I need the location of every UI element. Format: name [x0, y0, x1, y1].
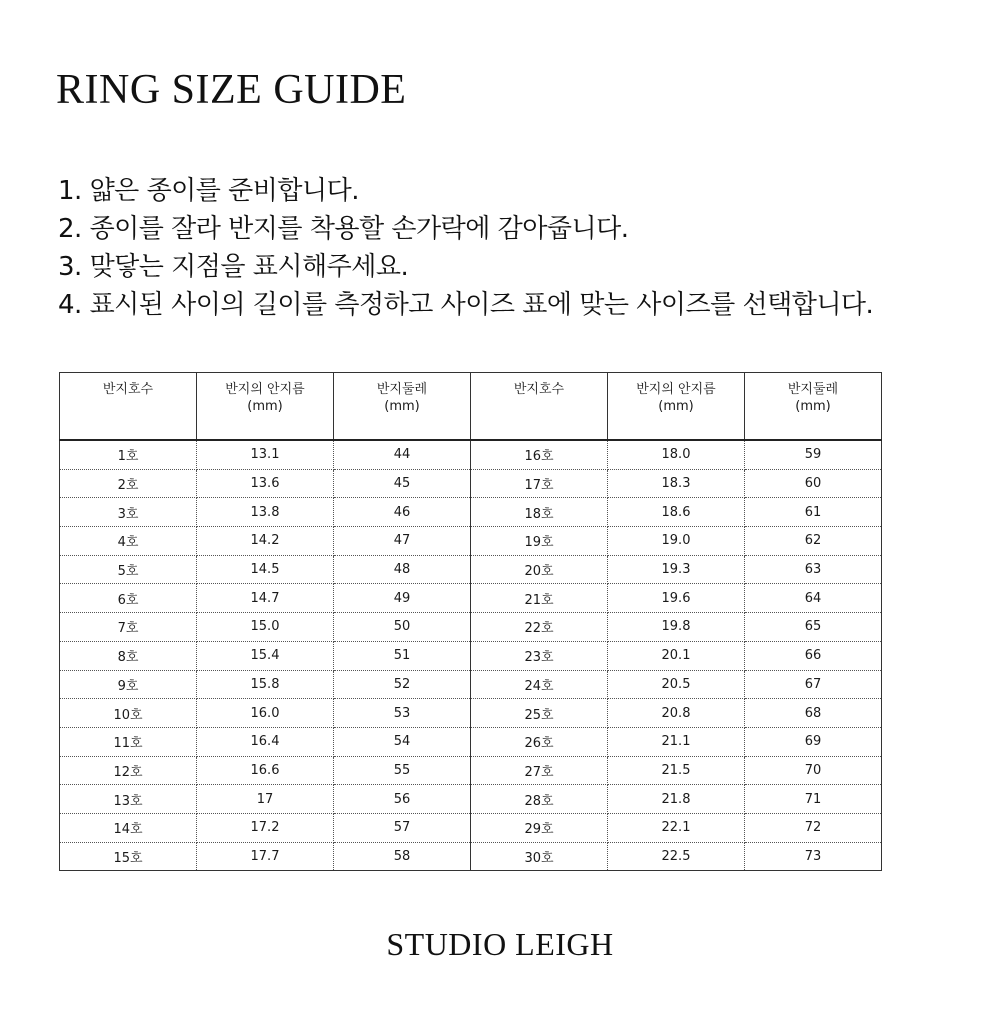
header-ring-size	[60, 373, 197, 441]
header-unit: (mm)	[247, 399, 283, 414]
table-cell: 63	[745, 555, 882, 584]
table-cell: 17호	[471, 469, 608, 498]
table-cell: 14.7	[197, 584, 334, 613]
instruction-step: 3. 맞닿는 지점을 표시해주세요.	[58, 252, 409, 282]
header-label: 반지의 안지름	[225, 382, 305, 397]
table-cell: 18.3	[608, 469, 745, 498]
table-cell: 13.6	[197, 469, 334, 498]
table-cell: 28호	[471, 785, 608, 814]
table-cell: 50	[334, 613, 471, 642]
table-cell: 68	[745, 699, 882, 728]
table-cell: 11호	[60, 727, 197, 756]
table-cell: 15.4	[197, 641, 334, 670]
table-row	[60, 842, 882, 871]
table-cell: 3호	[60, 498, 197, 527]
table-row	[60, 498, 882, 527]
table-cell: 4호	[60, 527, 197, 556]
table-cell: 69	[745, 727, 882, 756]
table-cell: 19.0	[608, 527, 745, 556]
table-row	[60, 613, 882, 642]
table-cell: 45	[334, 469, 471, 498]
table-row	[60, 727, 882, 756]
table-row	[60, 670, 882, 699]
table-cell: 22.5	[608, 842, 745, 871]
table-cell: 14.2	[197, 527, 334, 556]
table-cell: 52	[334, 670, 471, 699]
table-cell: 6호	[60, 584, 197, 613]
instruction-step: 1. 얇은 종이를 준비합니다.	[58, 176, 360, 206]
table-cell: 67	[745, 670, 882, 699]
table-cell: 1호	[60, 440, 197, 469]
table-cell: 48	[334, 555, 471, 584]
table-cell: 53	[334, 699, 471, 728]
header-unit: (mm)	[384, 399, 420, 414]
table-row	[60, 699, 882, 728]
table-cell: 51	[334, 641, 471, 670]
table-cell: 5호	[60, 555, 197, 584]
table-cell: 20.1	[608, 641, 745, 670]
table-cell: 24호	[471, 670, 608, 699]
table-cell: 18.6	[608, 498, 745, 527]
table-cell: 20.5	[608, 670, 745, 699]
table-cell: 49	[334, 584, 471, 613]
table-cell: 19.8	[608, 613, 745, 642]
table-cell: 16.0	[197, 699, 334, 728]
table-cell: 15호	[60, 842, 197, 871]
table-cell: 65	[745, 613, 882, 642]
table-cell: 61	[745, 498, 882, 527]
table-cell: 73	[804, 848, 822, 864]
table-cell: 13호	[60, 785, 197, 814]
table-header-row	[60, 373, 882, 441]
table-cell: 58	[334, 842, 471, 871]
table-row	[60, 555, 882, 584]
header-circumference	[334, 373, 471, 441]
table-cell: 46	[334, 498, 471, 527]
table-cell: 18.0	[608, 440, 745, 469]
table-row	[60, 785, 882, 814]
header-inner-diameter	[608, 373, 745, 441]
table-row	[60, 584, 882, 613]
table-cell: 25호	[471, 699, 608, 728]
table-cell: 62	[745, 527, 882, 556]
header-label: 반지의 안지름	[636, 382, 716, 397]
table-cell: 12호	[60, 756, 197, 785]
table-cell: 64	[745, 584, 882, 613]
table-cell: 8호	[60, 641, 197, 670]
table-cell: 26호	[471, 727, 608, 756]
header-unit: (mm)	[658, 399, 694, 414]
table-cell: 17.7	[197, 842, 334, 871]
table-cell: 55	[334, 756, 471, 785]
table-row	[60, 440, 882, 469]
table-cell: 27호	[471, 756, 608, 785]
table-cell: 72	[745, 813, 882, 842]
table-cell: 18호	[471, 498, 608, 527]
table-cell: 21.8	[608, 785, 745, 814]
table-cell: 14호	[60, 813, 197, 842]
page-title: RING SIZE GUIDE	[56, 67, 407, 113]
header-unit: (mm)	[795, 399, 831, 414]
table-cell: 13.8	[197, 498, 334, 527]
table-cell: 59	[745, 440, 882, 469]
table-cell: 21호	[471, 584, 608, 613]
table-cell: 47	[334, 527, 471, 556]
table-cell: 7호	[60, 613, 197, 642]
table-cell: 30호	[471, 842, 608, 871]
table-cell: 20.8	[608, 699, 745, 728]
table-cell: 9호	[60, 670, 197, 699]
table-row	[60, 641, 882, 670]
table-cell: 20호	[471, 555, 608, 584]
table-row	[60, 813, 882, 842]
instruction-list	[58, 172, 873, 324]
table-row	[60, 469, 882, 498]
table-cell: 19.6	[608, 584, 745, 613]
header-label: 반지둘레	[376, 382, 428, 397]
table-cell: 16호	[471, 440, 608, 469]
table-cell: 22.1	[608, 813, 745, 842]
brand-name: STUDIO LEIGH	[386, 926, 614, 962]
table-cell: 14.5	[197, 555, 334, 584]
table-cell: 66	[745, 641, 882, 670]
header-label: 반지호수	[513, 382, 565, 397]
table-cell: 21.5	[608, 756, 745, 785]
table-cell: 57	[334, 813, 471, 842]
table-cell: 15.0	[197, 613, 334, 642]
table-cell: 19.3	[608, 555, 745, 584]
header-ring-size	[471, 373, 608, 441]
table-cell: 70	[745, 756, 882, 785]
table-row	[60, 756, 882, 785]
ring-size-table	[59, 372, 882, 871]
table-cell: 21.1	[608, 727, 745, 756]
table-cell: 17.2	[197, 813, 334, 842]
table-cell: 10호	[60, 699, 197, 728]
table-cell: 2호	[60, 469, 197, 498]
table-row	[60, 527, 882, 556]
table-cell: 56	[334, 785, 471, 814]
table-cell: 29호	[471, 813, 608, 842]
header-label: 반지호수	[102, 382, 154, 397]
table-body	[60, 440, 882, 871]
table-cell: 19호	[471, 527, 608, 556]
instruction-step: 4. 표시된 사이의 길이를 측정하고 사이즈 표에 맞는 사이즈를 선택합니다.	[58, 290, 874, 320]
table-cell: 60	[745, 469, 882, 498]
table-cell: 15.8	[197, 670, 334, 699]
header-inner-diameter	[197, 373, 334, 441]
table-cell: 44	[334, 440, 471, 469]
table-cell: 54	[334, 727, 471, 756]
table-cell: 16.4	[197, 727, 334, 756]
header-circumference	[745, 373, 882, 441]
header-label: 반지둘레	[787, 382, 839, 397]
table-cell: 17	[197, 785, 334, 814]
instruction-step: 2. 종이를 잘라 반지를 착용할 손가락에 감아줍니다.	[58, 214, 629, 244]
table-cell: 16.6	[197, 756, 334, 785]
table-cell: 22호	[471, 613, 608, 642]
table-cell: 13.1	[197, 440, 334, 469]
table-cell: 71	[745, 785, 882, 814]
table-cell: 23호	[471, 641, 608, 670]
